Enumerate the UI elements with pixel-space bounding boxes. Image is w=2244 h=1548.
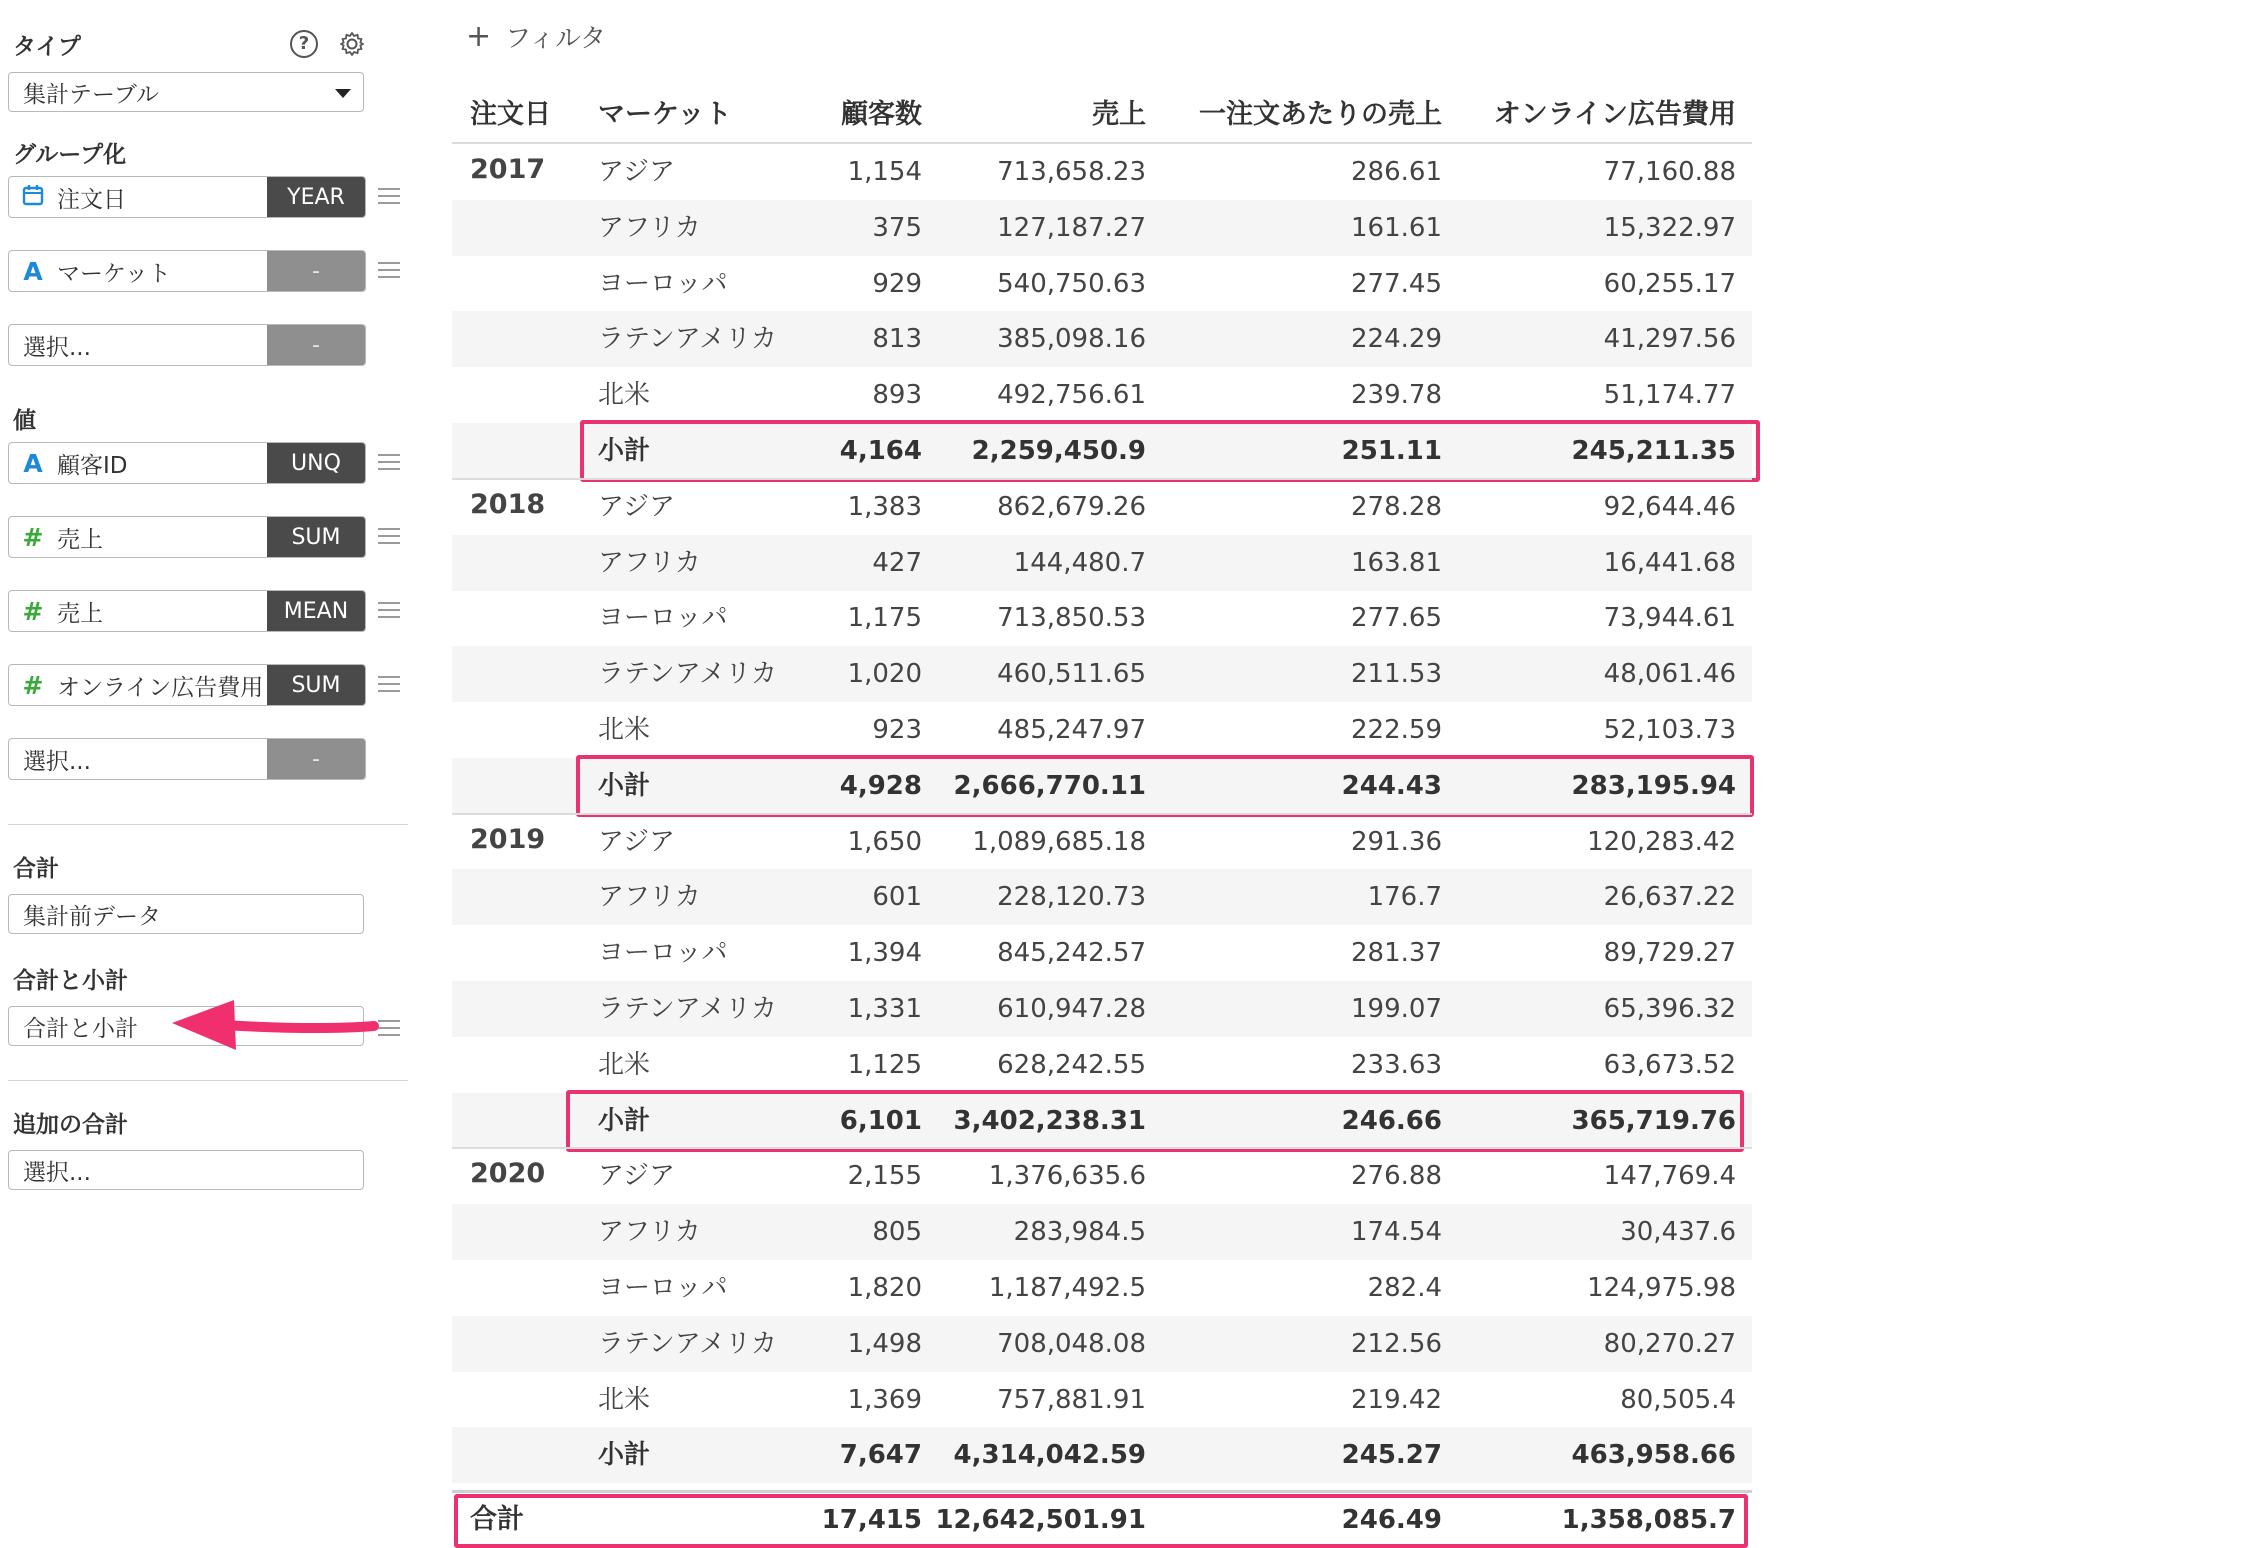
- value-agg-button[interactable]: UNQ: [267, 443, 365, 483]
- table-row: [452, 590, 1752, 646]
- values-label: 値: [13, 408, 36, 434]
- subtotal-row: [452, 1427, 1752, 1483]
- total-subtotal-value: 合計と小計: [23, 1015, 138, 1042]
- ad-cost-cell: 63,673.52: [1603, 1049, 1736, 1080]
- customers-cell: 1,125: [847, 1049, 922, 1080]
- customers-cell: 1,394: [847, 938, 922, 969]
- table-row: [452, 144, 1752, 200]
- ad-cost-cell: 89,729.27: [1603, 938, 1736, 969]
- customers-cell: 601: [872, 882, 922, 913]
- ad-cost-cell: 60,255.17: [1603, 268, 1736, 299]
- customers-cell: 1,369: [847, 1384, 922, 1415]
- value-field-name: 顧客ID: [57, 452, 128, 479]
- extra-total-label: 追加の合計: [13, 1112, 128, 1138]
- group-agg-button[interactable]: YEAR: [267, 177, 365, 217]
- table-row: [452, 1037, 1752, 1093]
- table-row: [452, 1260, 1752, 1316]
- market-cell: アジア: [598, 826, 675, 857]
- customers-cell: 4,164: [839, 436, 922, 466]
- ad-cost-cell: 51,174.77: [1603, 380, 1736, 411]
- sales-per-order-cell: 222.59: [1351, 715, 1442, 745]
- column-header-sales[interactable]: 売上: [1092, 99, 1146, 130]
- sales-per-order-cell: 282.4: [1367, 1273, 1442, 1303]
- ad-cost-cell: 245,211.35: [1571, 436, 1736, 466]
- group-select-pill[interactable]: [8, 324, 366, 366]
- value-pill-ad-cost[interactable]: [8, 664, 366, 706]
- market-cell: ヨーロッパ: [598, 1273, 728, 1303]
- caret-down-icon: [335, 89, 351, 98]
- sales-per-order-cell: 174.54: [1351, 1217, 1442, 1248]
- drag-handle-icon[interactable]: [378, 602, 400, 618]
- value-pill-customer-id[interactable]: [8, 442, 366, 484]
- number-type-icon: #: [22, 596, 44, 626]
- market-cell: アフリカ: [598, 212, 701, 243]
- sales-cell: 460,511.65: [997, 659, 1146, 690]
- section-divider: [8, 824, 408, 825]
- sales-cell: 2,259,450.9: [971, 436, 1146, 466]
- value-agg-button[interactable]: SUM: [267, 517, 365, 557]
- type-label: タイプ: [13, 34, 81, 60]
- sales-per-order-cell: 291.36: [1351, 826, 1442, 857]
- sales-per-order-cell: 176.7: [1367, 882, 1442, 913]
- drag-handle-icon[interactable]: [378, 454, 400, 470]
- value-select-agg-button[interactable]: -: [267, 739, 365, 779]
- ad-cost-cell: 80,505.4: [1620, 1384, 1736, 1415]
- sales-cell: 540,750.63: [997, 268, 1146, 299]
- sales-cell: 757,881.91: [997, 1384, 1146, 1415]
- sales-cell: 1,089,685.18: [972, 826, 1146, 857]
- sales-cell: 385,098.16: [997, 324, 1146, 355]
- customers-cell: 427: [872, 547, 922, 578]
- column-header-customers[interactable]: 顧客数: [841, 99, 922, 130]
- table-row: [452, 367, 1752, 423]
- customers-cell: 1,020: [847, 659, 922, 690]
- sales-per-order-cell: 251.11: [1341, 436, 1442, 466]
- customers-cell: 805: [872, 1217, 922, 1248]
- customers-cell: 813: [872, 324, 922, 355]
- ad-cost-cell: 147,769.4: [1603, 1161, 1736, 1192]
- customers-cell: 1,154: [847, 157, 922, 187]
- sales-cell: 2,666,770.11: [953, 770, 1146, 801]
- column-header-order-date[interactable]: 注文日: [470, 99, 551, 130]
- customers-cell: 1,383: [847, 491, 922, 522]
- customers-cell: 1,820: [847, 1273, 922, 1303]
- customers-cell: 2,155: [847, 1161, 922, 1192]
- ad-cost-cell: 16,441.68: [1603, 547, 1736, 578]
- market-cell: 北米: [598, 1384, 651, 1415]
- sales-per-order-cell: 244.43: [1341, 770, 1442, 801]
- sales-per-order-cell: 281.37: [1351, 938, 1442, 969]
- customers-cell: 923: [872, 715, 922, 745]
- sales-per-order-cell: 224.29: [1351, 324, 1442, 355]
- market-cell: ラテンアメリカ: [598, 659, 777, 690]
- sales-cell: 228,120.73: [997, 882, 1146, 913]
- annotation-arrow-icon: [150, 990, 380, 1060]
- subtotal-label: 小計: [598, 1440, 651, 1471]
- value-select-pill[interactable]: [8, 738, 366, 780]
- drag-handle-icon[interactable]: [378, 262, 400, 278]
- customers-cell: 17,415: [821, 1505, 922, 1535]
- sum-source-select[interactable]: [8, 894, 364, 934]
- grand-total-label: 合計: [470, 1504, 524, 1535]
- year-group-label: 2019: [470, 823, 546, 855]
- sales-cell: 713,658.23: [997, 157, 1146, 187]
- drag-handle-icon[interactable]: [378, 188, 400, 204]
- customers-cell: 4,928: [839, 770, 922, 801]
- table-row: [452, 814, 1752, 870]
- sales-cell: 3,402,238.31: [953, 1105, 1146, 1136]
- table-row: [452, 256, 1752, 312]
- ad-cost-cell: 26,637.22: [1603, 882, 1736, 913]
- ad-cost-cell: 80,270.27: [1603, 1328, 1736, 1359]
- sales-cell: 12,642,501.91: [935, 1505, 1146, 1535]
- market-cell: ヨーロッパ: [598, 603, 728, 634]
- ad-cost-cell: 15,322.97: [1603, 212, 1736, 243]
- group-field-name: マーケット: [57, 260, 171, 287]
- ad-cost-cell: 30,437.6: [1620, 1217, 1736, 1248]
- sales-cell: 1,187,492.5: [988, 1273, 1146, 1303]
- ad-cost-cell: 365,719.76: [1571, 1105, 1736, 1136]
- value-agg-button[interactable]: SUM: [267, 665, 365, 705]
- sales-per-order-cell: 161.61: [1351, 212, 1442, 243]
- ad-cost-cell: 52,103.73: [1603, 715, 1736, 745]
- gear-icon[interactable]: [338, 30, 366, 58]
- table-row: [452, 1148, 1752, 1204]
- sales-cell: 708,048.08: [997, 1328, 1146, 1359]
- market-cell: ラテンアメリカ: [598, 994, 777, 1024]
- ad-cost-cell: 65,396.32: [1603, 994, 1736, 1024]
- sales-per-order-cell: 277.65: [1351, 603, 1442, 634]
- table-row: [452, 702, 1752, 758]
- market-cell: アジア: [598, 157, 675, 187]
- text-type-icon: A: [23, 448, 43, 478]
- sales-cell: 1,376,635.6: [988, 1161, 1146, 1192]
- sales-per-order-cell: 278.28: [1351, 491, 1442, 522]
- column-header-market[interactable]: マーケット: [598, 99, 732, 130]
- sum-label: 合計: [13, 856, 59, 882]
- subtotal-highlight-box: [580, 420, 1760, 482]
- customers-cell: 893: [872, 380, 922, 411]
- ad-cost-cell: 73,944.61: [1603, 603, 1736, 634]
- calendar-icon: [9, 183, 57, 212]
- sales-per-order-cell: 211.53: [1351, 659, 1442, 690]
- ad-cost-cell: 41,297.56: [1603, 324, 1736, 355]
- subtotal-label: 小計: [598, 436, 651, 466]
- sales-per-order-cell: 246.49: [1341, 1505, 1442, 1535]
- market-cell: ヨーロッパ: [598, 938, 728, 969]
- subtotal-highlight-box: [566, 1090, 1744, 1152]
- market-cell: アジア: [598, 1161, 675, 1192]
- settings-sidebar: [0, 0, 412, 1534]
- help-icon[interactable]: ?: [290, 30, 318, 58]
- market-cell: 北米: [598, 1049, 651, 1080]
- group-select-placeholder: 選択...: [23, 334, 91, 361]
- sales-cell: 4,314,042.59: [953, 1440, 1146, 1471]
- ad-cost-cell: 77,160.88: [1603, 157, 1736, 187]
- ad-cost-cell: 124,975.98: [1587, 1273, 1736, 1303]
- market-cell: アフリカ: [598, 547, 701, 578]
- market-cell: アフリカ: [598, 882, 701, 913]
- customers-cell: 7,647: [839, 1440, 922, 1471]
- sales-cell: 610,947.28: [997, 994, 1146, 1024]
- add-filter-button[interactable]: [466, 18, 606, 55]
- drag-handle-icon[interactable]: [378, 528, 400, 544]
- table-row: [452, 479, 1752, 535]
- table-row: [452, 535, 1752, 591]
- customers-cell: 929: [872, 268, 922, 299]
- sales-cell: 144,480.7: [1013, 547, 1146, 578]
- subtotal-label: 小計: [598, 1105, 651, 1136]
- customers-cell: 6,101: [839, 1105, 922, 1136]
- table-row: [452, 869, 1752, 925]
- year-group-label: 2020: [470, 1158, 546, 1190]
- chart-type-value: 集計テーブル: [23, 81, 159, 108]
- sales-per-order-cell: 246.66: [1341, 1105, 1442, 1136]
- market-cell: 北米: [598, 715, 651, 745]
- sales-per-order-cell: 199.07: [1351, 994, 1442, 1024]
- sales-cell: 283,984.5: [1013, 1217, 1146, 1248]
- plus-icon: +: [466, 19, 492, 54]
- extra-total-placeholder: 選択...: [23, 1159, 91, 1186]
- sales-cell: 862,679.26: [997, 491, 1146, 522]
- add-filter-label: フィルタ: [505, 24, 607, 54]
- column-header-sales-per-order[interactable]: 一注文あたりの売上: [1199, 99, 1442, 130]
- table-row: [452, 311, 1752, 367]
- drag-handle-icon[interactable]: [378, 676, 400, 692]
- customers-cell: 375: [872, 212, 922, 243]
- section-divider: [8, 1080, 408, 1081]
- customers-cell: 1,175: [847, 603, 922, 634]
- sales-per-order-cell: 277.45: [1351, 268, 1442, 299]
- market-cell: アフリカ: [598, 1217, 701, 1248]
- market-cell: ラテンアメリカ: [598, 324, 777, 355]
- chart-type-select[interactable]: [8, 72, 364, 112]
- ad-cost-cell: 48,061.46: [1603, 659, 1736, 690]
- market-cell: アジア: [598, 491, 675, 522]
- extra-total-select[interactable]: [8, 1150, 364, 1190]
- sales-per-order-cell: 219.42: [1351, 1384, 1442, 1415]
- sales-cell: 713,850.53: [997, 603, 1146, 634]
- drag-handle-icon[interactable]: [378, 1020, 400, 1036]
- customers-cell: 1,331: [847, 994, 922, 1024]
- subtotal-highlight-box: [576, 755, 1754, 817]
- sales-per-order-cell: 212.56: [1351, 1328, 1442, 1359]
- group-field-name: 注文日: [57, 186, 126, 213]
- table-row: [452, 1372, 1752, 1428]
- table-row: [452, 925, 1752, 981]
- number-type-icon: #: [22, 670, 44, 700]
- group-agg-button[interactable]: -: [267, 251, 365, 291]
- group-by-label: グループ化: [13, 142, 127, 168]
- value-agg-button[interactable]: MEAN: [267, 591, 365, 631]
- market-cell: ヨーロッパ: [598, 268, 728, 299]
- sales-cell: 492,756.61: [997, 380, 1146, 411]
- ad-cost-cell: 1,358,085.7: [1561, 1505, 1736, 1535]
- sales-per-order-cell: 286.61: [1351, 157, 1442, 187]
- table-row: [452, 646, 1752, 702]
- table-row: [452, 1204, 1752, 1260]
- customers-cell: 1,650: [847, 826, 922, 857]
- market-cell: 北米: [598, 380, 651, 411]
- sales-cell: 127,187.27: [997, 212, 1146, 243]
- sales-per-order-cell: 276.88: [1351, 1161, 1442, 1192]
- value-field-name: 売上: [57, 600, 103, 627]
- sales-per-order-cell: 233.63: [1351, 1049, 1442, 1080]
- sales-cell: 845,242.57: [997, 938, 1146, 969]
- number-type-icon: #: [22, 522, 44, 552]
- value-pill-sales-mean[interactable]: [8, 590, 366, 632]
- value-field-name: 売上: [57, 526, 103, 553]
- group-pill-market[interactable]: [8, 250, 366, 292]
- column-header-ad-cost[interactable]: オンライン広告費用: [1493, 99, 1736, 130]
- total-subtotal-label: 合計と小計: [13, 968, 128, 994]
- ad-cost-cell: 120,283.42: [1587, 826, 1736, 857]
- sales-per-order-cell: 239.78: [1351, 380, 1442, 411]
- ad-cost-cell: 463,958.66: [1571, 1440, 1736, 1471]
- table-row: [452, 1316, 1752, 1372]
- value-select-placeholder: 選択...: [23, 748, 91, 775]
- value-field-name: オンライン広告費用: [57, 674, 264, 701]
- value-pill-sales-sum[interactable]: [8, 516, 366, 558]
- customers-cell: 1,498: [847, 1328, 922, 1359]
- ad-cost-cell: 92,644.46: [1603, 491, 1736, 522]
- sales-cell: 485,247.97: [997, 715, 1146, 745]
- subtotal-label: 小計: [598, 770, 651, 801]
- year-group-label: 2017: [470, 154, 546, 185]
- group-pill-order-date[interactable]: [8, 176, 366, 218]
- sales-per-order-cell: 163.81: [1351, 547, 1442, 578]
- sum-source-value: 集計前データ: [23, 903, 161, 930]
- sales-per-order-cell: 245.27: [1341, 1440, 1442, 1471]
- total-highlight-box: [454, 1494, 1748, 1548]
- year-group-label: 2018: [470, 488, 546, 520]
- ad-cost-cell: 283,195.94: [1571, 770, 1736, 801]
- sales-cell: 628,242.55: [997, 1049, 1146, 1080]
- group-select-agg-button[interactable]: -: [267, 325, 365, 365]
- market-cell: ラテンアメリカ: [598, 1328, 777, 1359]
- table-row: [452, 200, 1752, 256]
- table-row: [452, 981, 1752, 1037]
- text-type-icon: A: [23, 256, 43, 286]
